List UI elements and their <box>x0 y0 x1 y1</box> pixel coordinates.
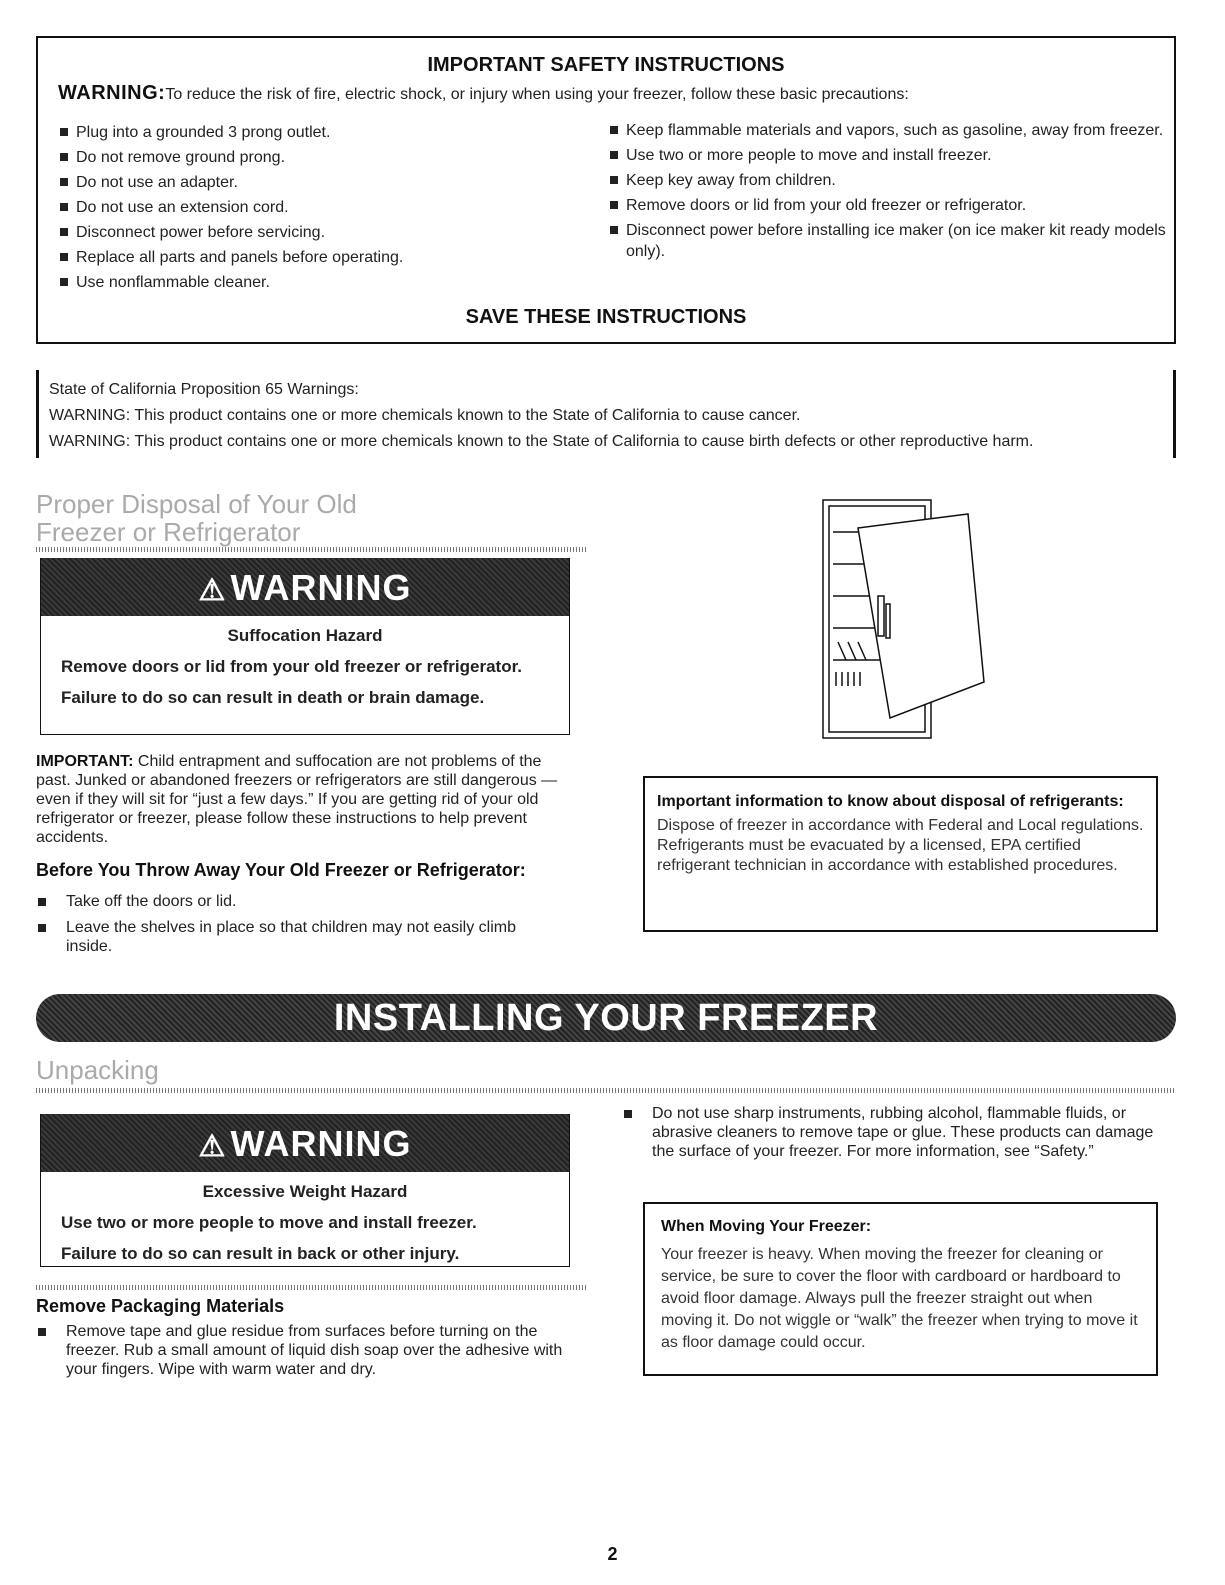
prop65-line: WARNING: This product contains one or more chemicals known to the State of California to cause cancer. <box>49 407 801 424</box>
list-item: Do not use sharp instruments, rubbing alcohol, flammable fluids, or abrasive cleaners to remove tape or glue. These products can damage the surface of your freezer. For more information, see “Safety.” <box>622 1104 1178 1161</box>
prop65-box <box>36 370 1176 458</box>
hazard-title: Excessive Weight Hazard <box>202 1182 408 1201</box>
installing-title: INSTALLING YOUR FREEZER <box>333 997 879 1039</box>
moving-freezer-box <box>643 1202 1158 1376</box>
safety-title: IMPORTANT SAFETY INSTRUCTIONS <box>427 54 785 76</box>
moving-title: When Moving Your Freezer: <box>661 1218 872 1235</box>
warning-banner-text: WARNING <box>230 1123 412 1164</box>
throw-away-heading: Before You Throw Away Your Old Freezer or Refrigerator: <box>36 860 526 880</box>
warning-instruction: Use two or more people to move and install freezer. <box>61 1213 477 1232</box>
prop65-title: State of California Proposition 65 Warnings: <box>49 381 359 398</box>
list-item: Plug into a grounded 3 prong outlet. <box>58 120 598 145</box>
important-paragraph <box>36 752 576 847</box>
section-divider <box>36 547 586 552</box>
moving-text: Your freezer is heavy. When moving the freezer for cleaning or service, be sure to cover the floor with cardboard or hardboard to avoid floor damage. Always pull the freezer straight out when moving it. Do not wiggle or “walk” the freezer when trying to move it as floor damage could occur. <box>661 1246 1138 1351</box>
save-instructions-title: SAVE THESE INSTRUCTIONS <box>465 306 747 328</box>
safety-list-right <box>608 120 1168 266</box>
warning-instruction: Remove doors or lid from your old freezer or refrigerator. <box>61 657 522 676</box>
page-number: 2 <box>607 1544 618 1564</box>
safety-warning-line <box>58 82 909 105</box>
list-item: Do not use an adapter. <box>58 170 598 195</box>
suffocation-warning-box <box>40 558 570 735</box>
list-item: Disconnect power before installing ice maker (on ice maker kit ready models only). <box>608 220 1168 262</box>
list-item: Do not remove ground prong. <box>58 145 598 170</box>
warning-banner <box>41 558 569 616</box>
list-item: Keep key away from children. <box>608 170 1168 191</box>
list-item: Leave the shelves in place so that children may not easily climb inside. <box>36 918 566 956</box>
section-divider <box>36 1088 1176 1093</box>
warning-label: WARNING: <box>58 82 166 104</box>
hazard-title: Suffocation Hazard <box>227 626 383 645</box>
list-item: Use nonflammable cleaner. <box>58 270 598 295</box>
section-divider <box>36 1285 586 1290</box>
list-item: Remove tape and glue residue from surfaces before turning on the freezer. Rub a small amount of liquid dish soap over the adhesive with your fingers. Wipe with warm water and dry. <box>36 1322 586 1379</box>
remove-packaging-list <box>36 1322 586 1386</box>
warning-consequence: Failure to do so can result in death or brain damage. <box>61 688 485 707</box>
list-item: Use two or more people to move and install freezer. <box>608 145 1168 166</box>
warning-banner-text: WARNING <box>230 567 412 608</box>
disposal-heading <box>36 490 596 546</box>
refrigerant-title: Important information to know about disposal of refrigerants: <box>657 793 1124 810</box>
freezer-door-open-illustration <box>818 492 988 752</box>
prop65-line: WARNING: This product contains one or more chemicals known to the State of California to cause birth defects or other reproductive harm. <box>49 433 1034 450</box>
safety-list-left <box>58 120 598 295</box>
list-item: Take off the doors or lid. <box>36 892 566 911</box>
list-item: Remove doors or lid from your old freezer or refrigerator. <box>608 195 1168 216</box>
throw-away-list <box>36 892 566 963</box>
disposal-heading-line: Freezer or Refrigerator <box>36 517 301 547</box>
important-text: Child entrapment and suffocation are not problems of the past. Junked or abandoned freezers or refrigerators are still dangerous — even if they will sit for “just a few days.” If you are getting rid of your old refrigerator or freezer, please follow these instructions to help prevent accidents. <box>36 753 558 846</box>
list-item: Keep flammable materials and vapors, such as gasoline, away from freezer. <box>608 120 1168 141</box>
list-item: Replace all parts and panels before operating. <box>58 245 598 270</box>
list-item: Disconnect power before servicing. <box>58 220 598 245</box>
unpacking-heading: Unpacking <box>36 1055 159 1085</box>
remove-packaging-heading: Remove Packaging Materials <box>36 1296 285 1316</box>
refrigerant-info-box <box>643 776 1158 932</box>
refrigerant-text: Dispose of freezer in accordance with Federal and Local regulations. Refrigerants must be evacuated by a licensed, EPA certified refrigerant technician in accordance with established procedures. <box>657 817 1144 874</box>
weight-warning-box <box>40 1114 570 1267</box>
warning-text: To reduce the risk of fire, electric shock, or injury when using your freezer, follow these basic precautions: <box>165 86 909 103</box>
warning-consequence: Failure to do so can result in back or other injury. <box>61 1244 460 1263</box>
warning-triangle-icon: ⚠ <box>198 574 227 607</box>
disposal-heading-line: Proper Disposal of Your Old <box>36 489 357 519</box>
warning-triangle-icon: ⚠ <box>198 1130 227 1163</box>
important-label: IMPORTANT: <box>36 753 134 770</box>
cleaning-caution-list <box>622 1104 1178 1168</box>
warning-banner <box>41 1114 569 1172</box>
installing-banner <box>36 994 1176 1042</box>
list-item: Do not use an extension cord. <box>58 195 598 220</box>
safety-instructions-box <box>36 36 1176 344</box>
